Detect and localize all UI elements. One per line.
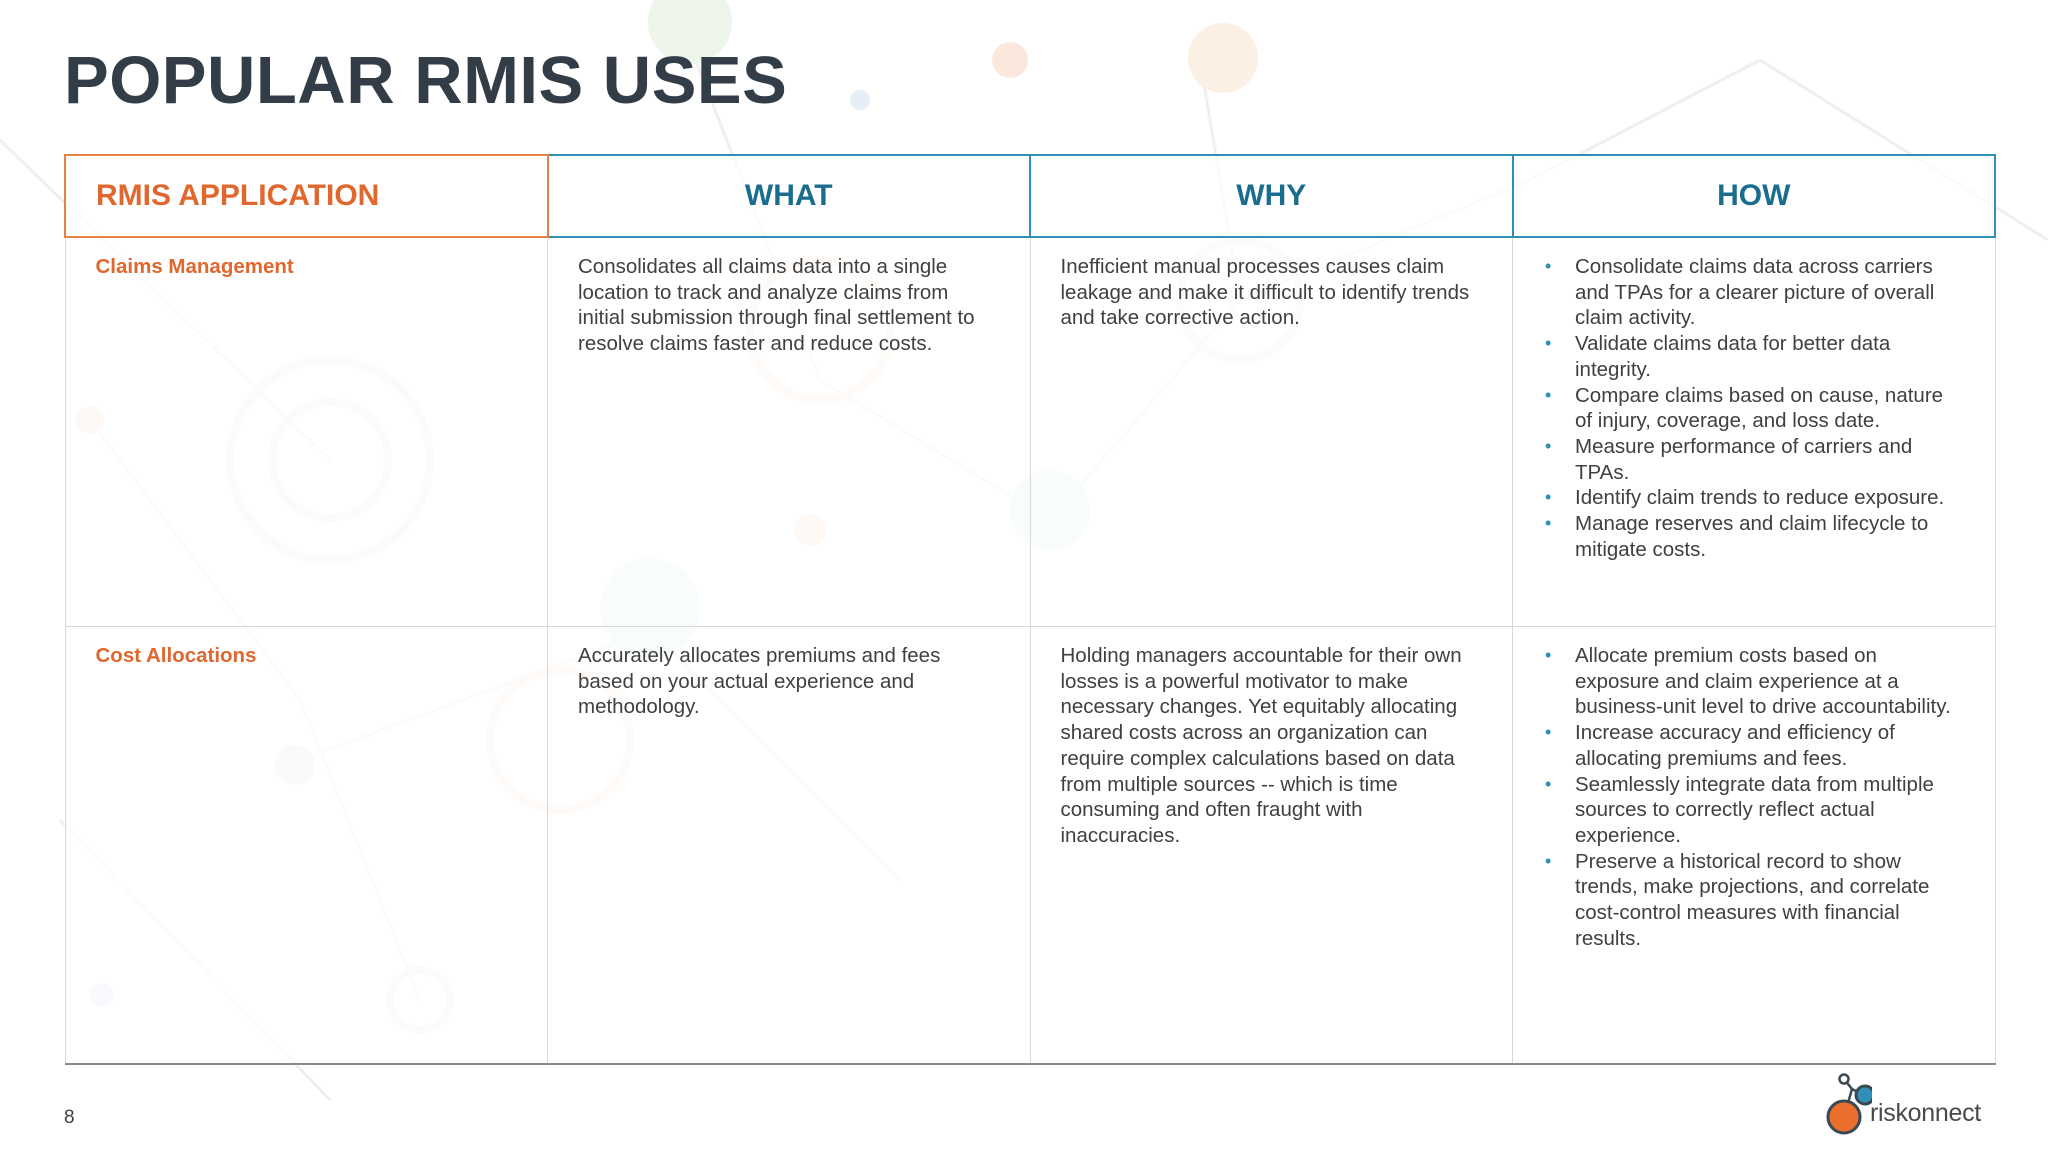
table-row: [65, 627, 1995, 1065]
how-bullet: • Preserve a historical record to show trends, make projections, and correlate cost-control measures with financial results.: [1543, 849, 1965, 952]
cell-what: Accurately allocates premiums and fees based on your actual experience and methodology.: [548, 627, 1031, 1065]
how-bullet: • Increase accuracy and efficiency of allocating premiums and fees.: [1543, 720, 1965, 771]
how-bullet: • Allocate premium costs based on exposure and claim experience at a business-unit level to drive accountability.: [1543, 643, 1965, 720]
column-header-application: RMIS APPLICATION: [65, 155, 548, 237]
how-bullet: • Measure performance of carriers and TPAs.: [1543, 434, 1965, 485]
how-bullet: • Seamlessly integrate data from multiple sources to correctly reflect actual experience.: [1543, 772, 1965, 849]
table-header-row: [65, 155, 1995, 237]
cell-how: [1513, 627, 1996, 1065]
cell-application: [65, 627, 548, 1065]
riskonnect-logo-icon: [1824, 1073, 1872, 1137]
column-header-how: HOW: [1513, 155, 1996, 237]
rmis-uses-table: [64, 154, 1996, 1065]
how-bullet: • Manage reserves and claim lifecycle to mitigate costs.: [1543, 511, 1965, 562]
cell-how: [1513, 237, 1996, 627]
how-bullet: • Identify claim trends to reduce exposure.: [1543, 485, 1965, 511]
how-bullet: • Consolidate claims data across carriers and TPAs for a clearer picture of overall claim activity.: [1543, 254, 1965, 331]
riskonnect-logo: [1824, 1073, 2004, 1137]
cell-why: Holding managers accountable for their own losses is a powerful motivator to make necessary changes. Yet equitably allocating shared costs across an organization can require complex calculations based on data from multiple sources -- which is time consuming and often fraught with inaccuracies.: [1030, 627, 1513, 1065]
how-bullet: • Validate claims data for better data integrity.: [1543, 331, 1965, 382]
cell-application: [65, 237, 548, 627]
how-bullet-list: [1543, 643, 1965, 951]
application-name: Cost Allocations: [95, 644, 257, 667]
page-number: 8: [64, 1107, 75, 1128]
how-bullet: • Compare claims based on cause, nature of injury, coverage, and loss date.: [1543, 383, 1965, 434]
column-header-why: WHY: [1030, 155, 1513, 237]
cell-why: Inefficient manual processes causes claim leakage and make it difficult to identify trends and take corrective action.: [1030, 237, 1513, 627]
rmis-uses-table-container: [64, 154, 1994, 1065]
logo-wordmark: riskonnect: [1870, 1099, 1981, 1127]
application-name: Claims Management: [95, 255, 294, 278]
page-title: POPULAR RMIS USES: [64, 43, 788, 118]
how-bullet-list: [1543, 254, 1965, 562]
table-row: [65, 237, 1995, 627]
cell-what: Consolidates all claims data into a single location to track and analyze claims from initial submission through final settlement to resolve claims faster and reduce costs.: [548, 237, 1031, 627]
column-header-what: WHAT: [548, 155, 1031, 237]
